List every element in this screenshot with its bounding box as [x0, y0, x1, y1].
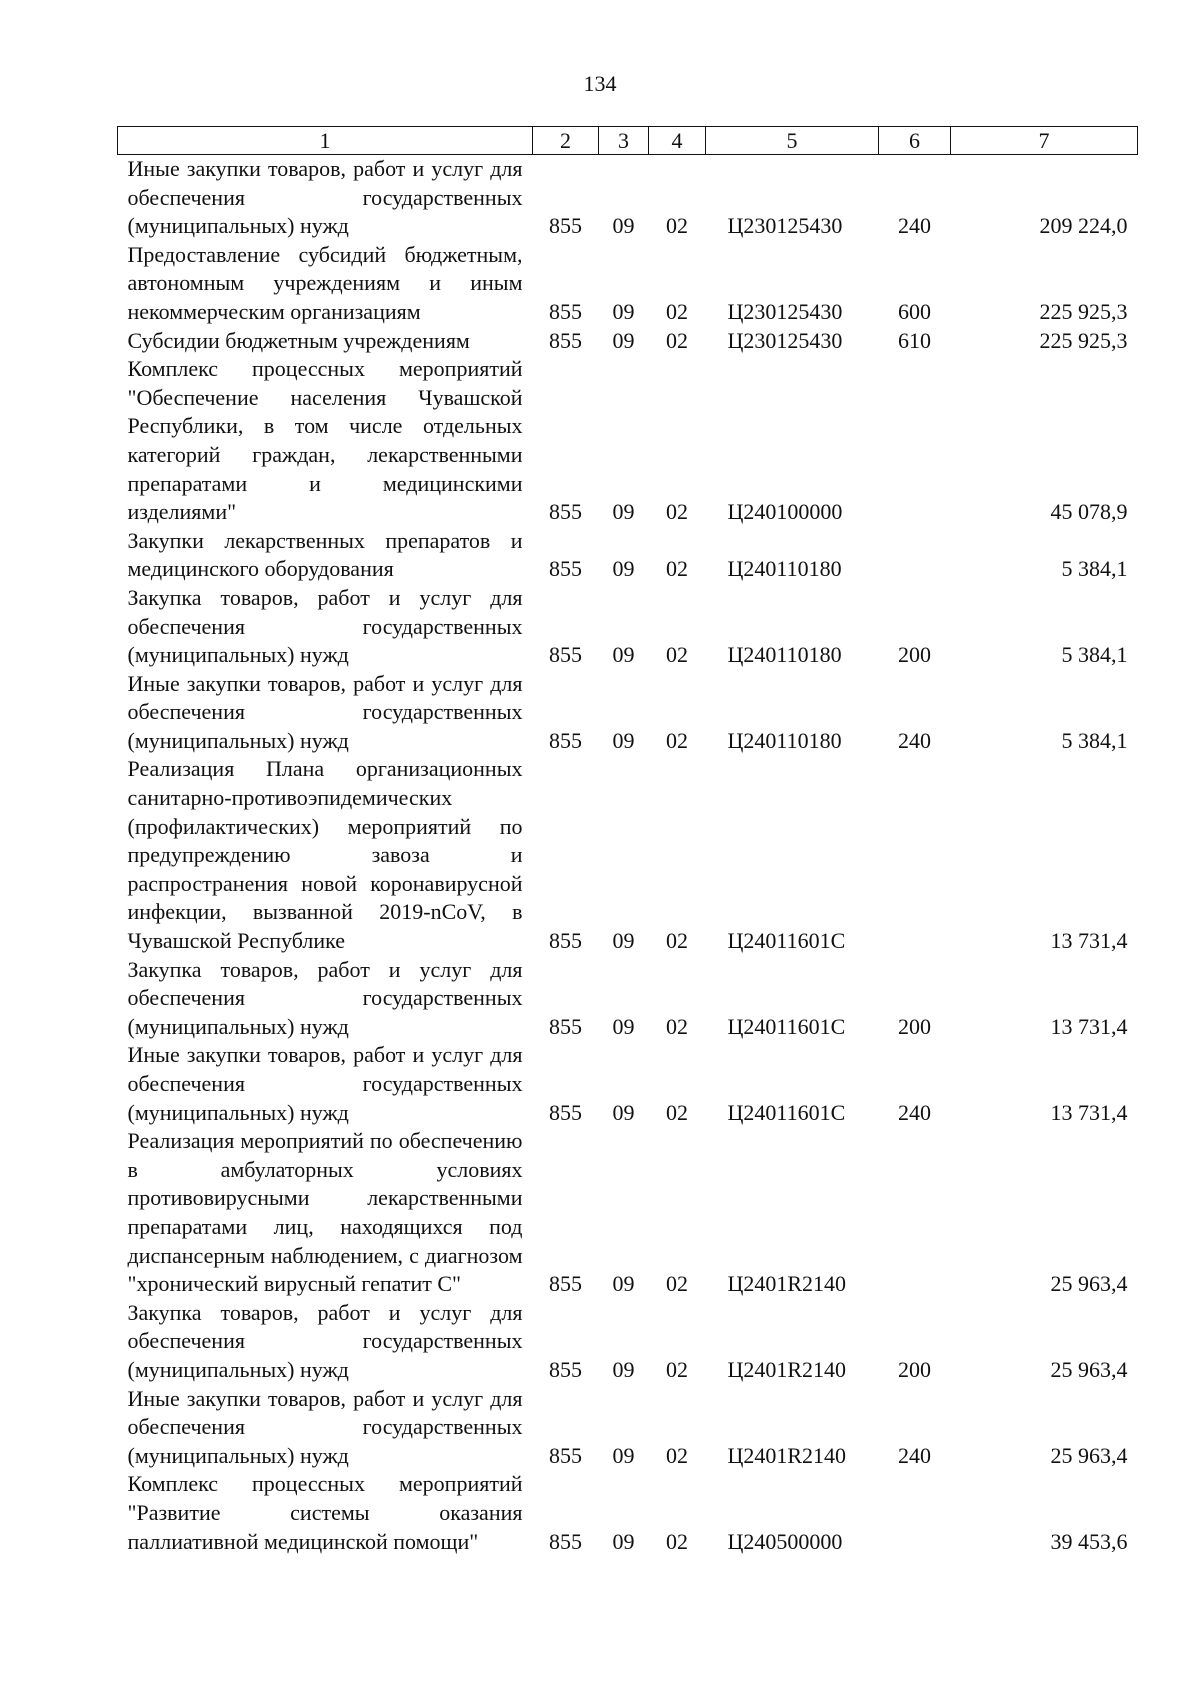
admin-code-cell: 855 — [549, 642, 582, 668]
admin-code-cell: 855 — [549, 327, 582, 353]
subsection-code-cell: 02 — [666, 1442, 688, 1468]
budget-table — [117, 126, 1138, 1556]
item-name-cell: Иные закупки товаров, работ и услуг для обеспечения государственных (муниципальных) нужд — [127, 1385, 523, 1468]
target-article-code-cell: Ц240500000 — [727, 1528, 843, 1554]
subsection-code-cell: 02 — [666, 928, 688, 954]
column-header-3: 3 — [599, 127, 649, 155]
section-code-cell: 09 — [612, 1442, 635, 1468]
target-article-code-cell: Ц230125430 — [727, 298, 843, 324]
admin-code-cell: 855 — [549, 1271, 582, 1297]
section-code-cell: 09 — [612, 1528, 635, 1554]
expense-type-code-cell: 610 — [898, 327, 931, 353]
item-name-cell: Закупка товаров, работ и услуг для обеспечения государственных (муниципальных) нужд — [127, 956, 523, 1039]
target-article-code-cell: Ц2401R2140 — [727, 1271, 847, 1297]
subsection-code-cell: 02 — [666, 499, 688, 525]
target-article-code-cell: Ц240110180 — [727, 727, 842, 753]
column-header-7: 7 — [951, 127, 1138, 155]
section-code-cell: 09 — [612, 499, 635, 525]
item-name-cell: Закупка товаров, работ и услуг для обеспечения государственных (муниципальных) нужд — [127, 584, 523, 668]
target-article-code-cell: Ц230125430 — [727, 213, 843, 239]
page-number: 134 — [583, 71, 617, 96]
table-row — [118, 527, 1138, 584]
column-header-5: 5 — [706, 127, 879, 155]
item-name-cell: Иные закупки товаров, работ и услуг для обеспечения государственных (муниципальных) нужд — [127, 670, 523, 753]
admin-code-cell: 855 — [549, 1528, 582, 1554]
amount-cell: 45 078,9 — [1050, 499, 1128, 525]
admin-code-cell: 855 — [549, 928, 582, 954]
expense-type-code-cell — [879, 1470, 951, 1556]
section-code-cell: 09 — [612, 1356, 635, 1382]
target-article-code-cell: Ц240110180 — [727, 642, 842, 668]
subsection-code-cell: 02 — [666, 1013, 688, 1039]
column-header-1: 1 — [118, 127, 533, 155]
item-name-cell: Предоставление субсидий бюджетным, автономным учреждениям и иным некоммерческим организациям — [127, 241, 523, 324]
admin-code-cell: 855 — [549, 213, 582, 239]
subsection-code-cell: 02 — [666, 727, 688, 753]
table-row — [118, 956, 1138, 1042]
table-row — [118, 1299, 1138, 1385]
section-code-cell: 09 — [612, 928, 635, 954]
table-row — [118, 670, 1138, 756]
expense-type-code-cell: 240 — [898, 213, 931, 239]
expense-type-code-cell: 240 — [898, 727, 931, 753]
amount-cell: 225 925,3 — [1039, 298, 1128, 324]
subsection-code-cell: 02 — [666, 213, 688, 239]
item-name-cell: Комплекс процессных мероприятий "Обеспечение населения Чувашской Республики, в том числе отдельных категорий граждан, лекарственными препаратами и медицинскими изделиями" — [127, 356, 523, 525]
target-article-code-cell: Ц2401R2140 — [727, 1442, 847, 1468]
column-header-2: 2 — [533, 127, 599, 155]
section-code-cell: 09 — [612, 327, 635, 353]
section-code-cell: 09 — [612, 298, 635, 324]
expense-type-code-cell: 200 — [898, 1356, 931, 1382]
admin-code-cell: 855 — [549, 1356, 582, 1382]
admin-code-cell: 855 — [549, 499, 582, 525]
section-code-cell: 09 — [612, 213, 635, 239]
expense-type-code-cell: 240 — [898, 1099, 931, 1125]
subsection-code-cell: 02 — [666, 1099, 688, 1125]
item-name-cell: Закупки лекарственных препаратов и медицинского оборудования — [127, 527, 523, 582]
admin-code-cell: 855 — [549, 1013, 582, 1039]
header-row — [118, 127, 1138, 155]
section-code-cell: 09 — [612, 1271, 635, 1297]
table-row — [118, 584, 1138, 670]
section-code-cell: 09 — [612, 556, 635, 582]
amount-cell: 225 925,3 — [1039, 327, 1128, 353]
target-article-code-cell: Ц24011601С — [727, 1099, 846, 1125]
target-article-code-cell: Ц24011601С — [727, 1013, 846, 1039]
expense-type-code-cell: 600 — [898, 298, 931, 324]
admin-code-cell: 855 — [549, 1442, 582, 1468]
subsection-code-cell: 02 — [666, 642, 688, 668]
item-name-cell: Реализация Плана организационных санитарно-противоэпидемических (профилактических) мероприятий по предупреждению завоза и распространения новой коронавирусной инфекции, вызванной 2019-nCoV, в Чувашской Республике — [127, 756, 523, 954]
section-code-cell: 09 — [612, 1013, 635, 1039]
table-row — [118, 755, 1138, 955]
item-name-cell: Иные закупки товаров, работ и услуг для обеспечения государственных (муниципальных) нужд — [127, 1042, 523, 1125]
table-row — [118, 355, 1138, 527]
amount-cell: 25 963,4 — [1050, 1271, 1128, 1297]
table-row — [118, 327, 1138, 356]
amount-cell: 5 384,1 — [1061, 727, 1128, 753]
admin-code-cell: 855 — [549, 556, 582, 582]
expense-type-code-cell — [879, 527, 951, 584]
target-article-code-cell: Ц24011601С — [727, 928, 846, 954]
subsection-code-cell: 02 — [666, 1356, 688, 1382]
expense-type-code-cell — [879, 755, 951, 955]
table-row — [118, 155, 1138, 241]
item-name-cell: Субсидии бюджетным учреждениям — [127, 327, 470, 353]
amount-cell: 39 453,6 — [1050, 1528, 1128, 1554]
amount-cell: 5 384,1 — [1061, 556, 1128, 582]
subsection-code-cell: 02 — [666, 327, 688, 353]
expense-type-code-cell: 240 — [898, 1442, 931, 1468]
item-name-cell: Реализация мероприятий по обеспечению в амбулаторных условиях противовирусными лекарственными препаратами лиц, находящихся под диспансерным наблюдением, с диагнозом "хронический вирусный гепатит С" — [127, 1128, 523, 1297]
target-article-code-cell: Ц240110180 — [727, 556, 842, 582]
expense-type-code-cell: 200 — [898, 1013, 931, 1039]
item-name-cell: Комплекс процессных мероприятий "Развитие системы оказания паллиативной медицинской помощи" — [127, 1471, 523, 1554]
column-header-6: 6 — [879, 127, 951, 155]
subsection-code-cell: 02 — [666, 298, 688, 324]
amount-cell: 209 224,0 — [1039, 213, 1128, 239]
subsection-code-cell: 02 — [666, 556, 688, 582]
target-article-code-cell: Ц230125430 — [727, 327, 843, 353]
section-code-cell: 09 — [612, 642, 635, 668]
amount-cell: 5 384,1 — [1061, 642, 1128, 668]
admin-code-cell: 855 — [549, 727, 582, 753]
table-row — [118, 241, 1138, 327]
table-row — [118, 1385, 1138, 1471]
amount-cell: 13 731,4 — [1050, 928, 1128, 954]
amount-cell: 25 963,4 — [1050, 1356, 1128, 1382]
table-row — [118, 1127, 1138, 1299]
amount-cell: 13 731,4 — [1050, 1099, 1128, 1125]
admin-code-cell: 855 — [549, 1099, 582, 1125]
expense-type-code-cell — [879, 355, 951, 527]
section-code-cell: 09 — [612, 1099, 635, 1125]
amount-cell: 25 963,4 — [1050, 1442, 1128, 1468]
target-article-code-cell: Ц240100000 — [727, 499, 843, 525]
item-name-cell: Иные закупки товаров, работ и услуг для обеспечения государственных (муниципальных) нужд — [127, 156, 523, 239]
table-body — [118, 155, 1138, 1557]
expense-type-code-cell: 200 — [898, 642, 931, 668]
table-row — [118, 1041, 1138, 1127]
expense-type-code-cell — [879, 1127, 951, 1299]
table-row — [118, 1470, 1138, 1556]
amount-cell: 13 731,4 — [1050, 1013, 1128, 1039]
subsection-code-cell: 02 — [666, 1271, 688, 1297]
table-header — [118, 127, 1138, 155]
target-article-code-cell: Ц2401R2140 — [727, 1356, 847, 1382]
item-name-cell: Закупка товаров, работ и услуг для обеспечения государственных (муниципальных) нужд — [127, 1299, 523, 1382]
section-code-cell: 09 — [612, 727, 635, 753]
admin-code-cell: 855 — [549, 298, 582, 324]
subsection-code-cell: 02 — [666, 1528, 688, 1554]
column-header-4: 4 — [649, 127, 706, 155]
